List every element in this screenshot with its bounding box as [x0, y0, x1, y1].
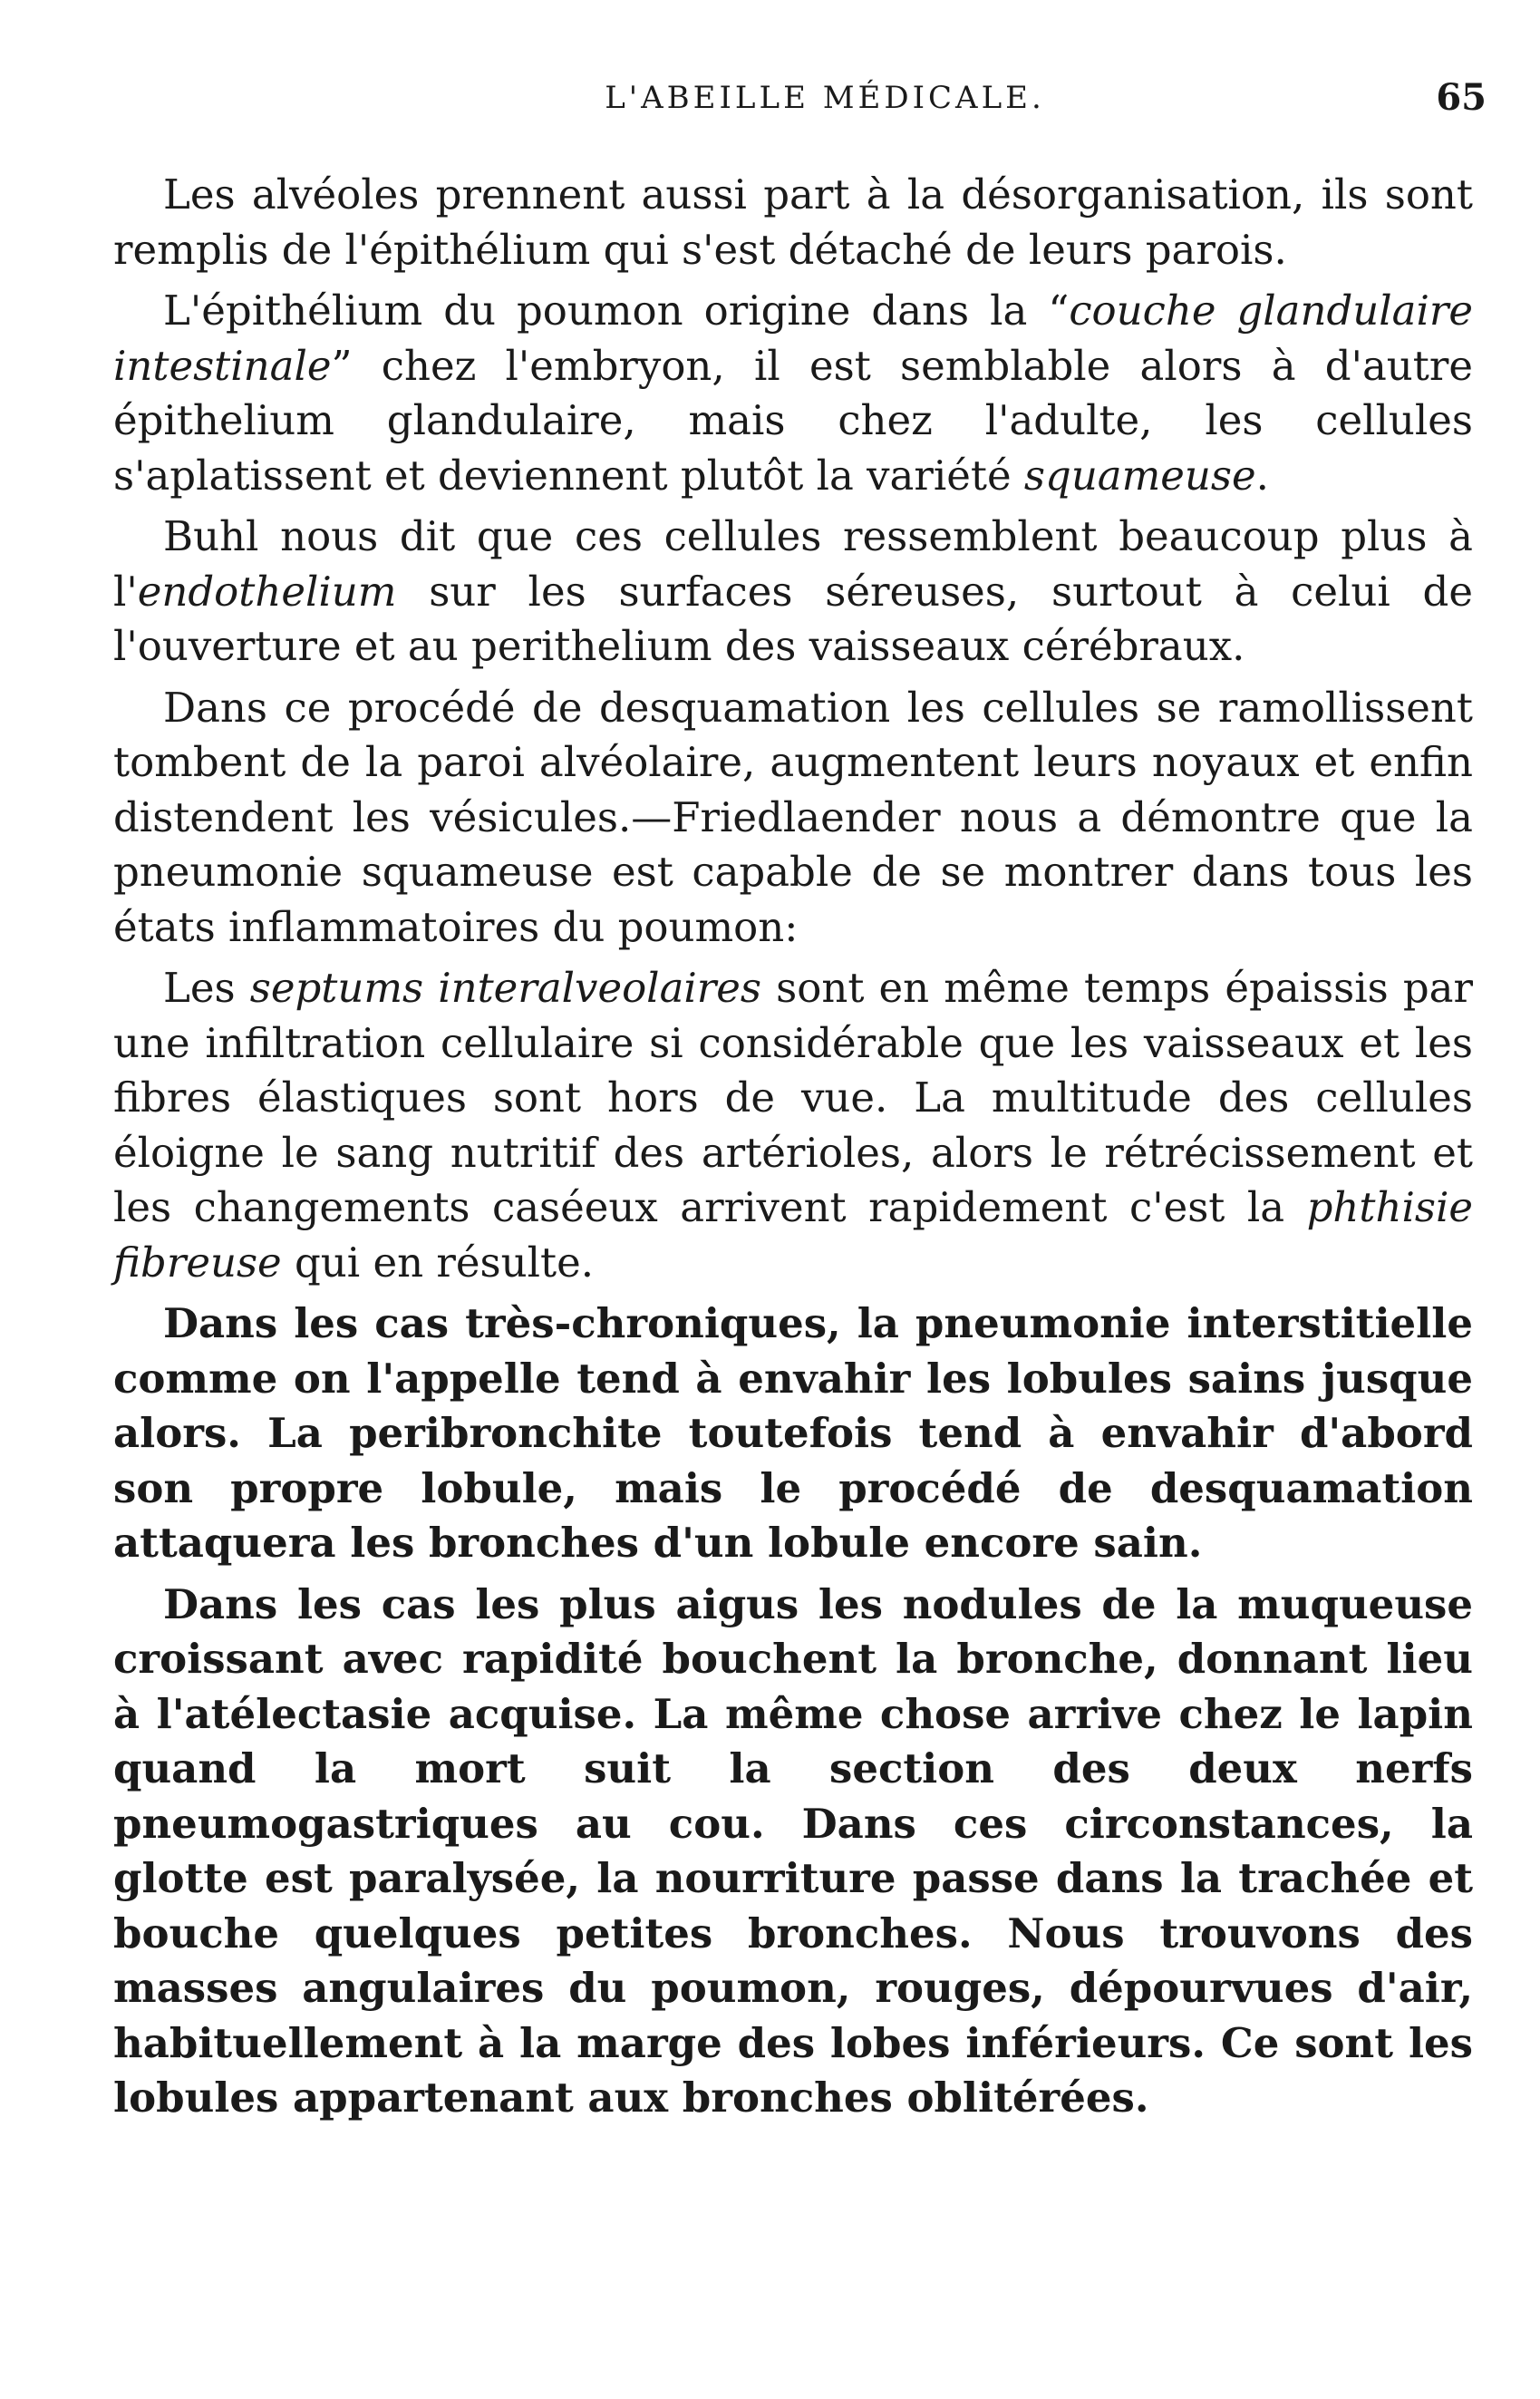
paragraph-text: Dans les cas les plus aigus les nodules de la muqueuse croissant avec rapidité bouchent la bronche, donnant lieu à l'atélectasie acquise. La même chose arrive chez le lapin quand la mort suit la section des deux nerfs pneumogastriques au cou. Dans ces circonstances, la glotte est paralysée, la nourriture passe dans la trachée et bouche quelques petites bronches. Nous trouvons des masses angulaires du poumon, rouges, dépourvues d'air, habituellement à la marge des lobes inférieurs. Ce sont les lobules appartenant aux bronches oblitérées. [113, 1579, 1473, 2122]
paragraph-alveoles [113, 168, 1473, 277]
paragraph-text: Dans les cas très-chroniques, la pneumonie interstitielle comme on l'appelle tend à envahir les lobules sains jusque alors. La peribronchite toutefois tend à envahir d'abord son propre lobule, mais le procédé de desquamation attaquera les bronches d'un lobule encore sain. [113, 1299, 1473, 1567]
page-header [100, 76, 1487, 134]
page-number: 65 [1436, 76, 1487, 119]
paragraph-text: sont en même temps épaissis par une infiltration cellulaire si considérable que les vaisseaux et les fibres élastiques sont hors de vue. La multitude des cellules éloigne le sang nutritif des artérioles, alors le rétrécissement et les changements caséeux arrivent rapidement c'est la [113, 964, 1473, 1231]
paragraph-text: ” chez l'embryon, il est semblable alors à d'autre épithelium glandulaire, mais chez l'adulte, les cellules s'aplatissent et deviennent plutôt la variété [113, 341, 1473, 500]
paragraph-text: sur les surfaces séreuses, surtout à celui de l'ouverture et au perithelium des vaisseaux cérébraux. [113, 567, 1473, 670]
paragraph-text: L'épithélium du poumon origine dans la “ [163, 287, 1070, 335]
paragraph-septums [113, 961, 1473, 1290]
paragraph-chroniques [113, 1297, 1473, 1571]
italic-term: phthisie fibreuse [113, 1183, 1473, 1287]
paragraph-epithelium [113, 284, 1473, 503]
body-text [113, 168, 1473, 2132]
paragraph-text: Dans ce procédé de desquamation les cellules se ramollissent tombent de la paroi alvéolaire, augmentent leurs noyaux et enfin distendent les vésicules.—Friedlaender nous a démontre que la pneumonie squameuse est capable de se montrer dans tous les états inflammatoires du poumon: [113, 683, 1473, 951]
paragraph-text: Les [163, 964, 250, 1012]
paragraph-desquamation [113, 681, 1473, 956]
italic-term: septums interalveolaires [249, 964, 762, 1012]
italic-term: endothelium [137, 567, 397, 616]
paragraph-text: qui en résulte. [281, 1238, 595, 1287]
paragraph-buhl [113, 510, 1473, 675]
italic-term: squameuse [1023, 451, 1256, 500]
italic-term: couche glandulaire intestinale [113, 287, 1473, 390]
paragraph-text: Buhl nous dit que ces cellules ressemblent beaucoup plus à l' [113, 512, 1473, 616]
paragraph-text: Les alvéoles prennent aussi part à la désorganisation, ils sont remplis de l'épithélium qui s'est détaché de leurs parois. [113, 170, 1473, 274]
paragraph-text: . [1255, 451, 1269, 500]
paragraph-aigus [113, 1578, 1473, 2126]
running-title: L'ABEILLE MÉDICALE. [605, 80, 1045, 116]
